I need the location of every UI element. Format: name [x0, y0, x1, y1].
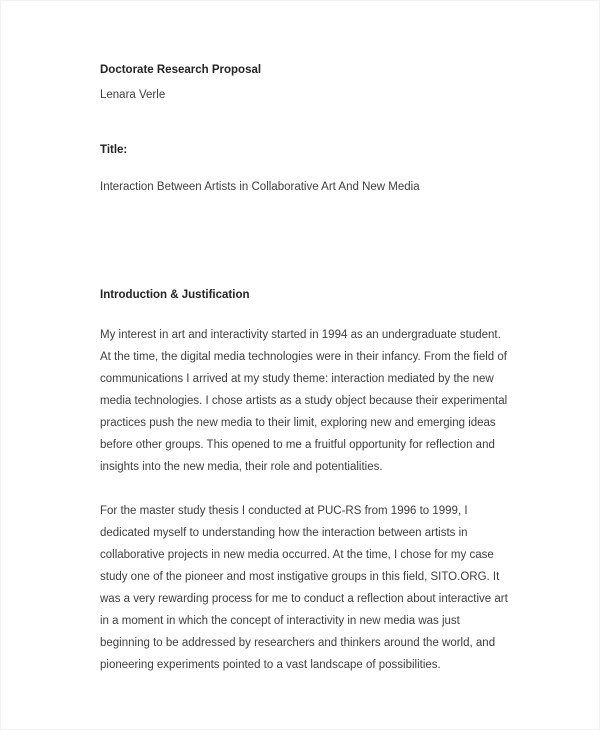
introduction-paragraph-2: For the master study thesis I conducted at PUC-RS from 1996 to 1999, I dedicated myself to understanding how the interaction between artists in collaborative projects in new media occurred. At the time, I chose for my case study one of the pioneer and most instigative groups in this field, SITO.ORG. It was a very rewarding process for me to conduct a reflection about interactive art in a moment in which the concept of interactivity in new media was just beginning to be addressed by researchers and thinkers around the world, and pioneering experiments pointed to a vast landscape of possibilities. [100, 505, 508, 671]
document-author: Lenara Verle [100, 89, 166, 101]
section-heading-introduction: Introduction & Justification [100, 289, 250, 301]
introduction-paragraph-1: My interest in art and interactivity started in 1994 as an undergraduate student. At the time, the digital media technologies were in their infancy. From the field of communications I arrived at my study theme: interaction mediated by the new media technologies. I chose artists as a study object because their experimental practices push the new media to their limit, exploring new and emerging ideas before other groups. This opened to me a fruitful opportunity for reflection and insights into the new media, their role and potentialities. [100, 329, 508, 473]
document-title: Doctorate Research Proposal [100, 64, 262, 76]
proposal-title: Interaction Between Artists in Collaborative Art And New Media [100, 181, 420, 193]
title-label: Title: [100, 144, 128, 156]
